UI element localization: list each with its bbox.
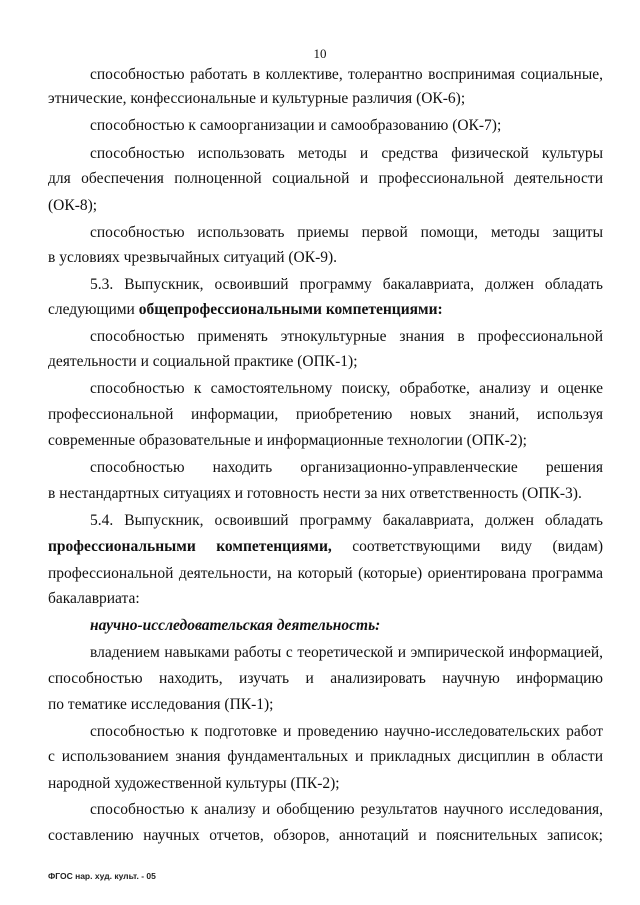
line-text: способностью находить, изучать и анализировать научную информацию — [48, 670, 603, 687]
line-text: 5.4. Выпускник, освоивший программу бакалавриата, должен обладать — [90, 512, 603, 529]
text-line — [48, 328, 603, 346]
text-line — [48, 775, 603, 793]
line-text: современные образовательные и информационные технологии (ОПК-2); — [48, 432, 527, 449]
text-line — [48, 538, 603, 556]
footer-code: ФГОС нар. худ. культ. - 05 — [48, 871, 156, 881]
line-text: составлению научных отчетов, обзоров, аннотаций и пояснительных записок; — [48, 827, 603, 844]
line-text: этнические, конфессиональные и культурные различия (ОК-6); — [48, 90, 466, 107]
line-text: с использованием знания фундаментальных и прикладных дисциплин в области — [48, 748, 603, 765]
line-text: способностью использовать методы и средства физической культуры — [90, 145, 603, 162]
line-text: способностью к анализу и обобщению результатов научного исследования, — [90, 801, 603, 818]
text-line — [48, 459, 603, 477]
text-line — [48, 249, 603, 267]
line-text: способностью работать в коллективе, толерантно воспринимая социальные, — [90, 66, 603, 83]
line-text: соответствующими виду (видам) — [331, 538, 603, 555]
line-text: деятельности и социальной практике (ОПК-1); — [48, 353, 358, 370]
text-line — [48, 590, 603, 608]
text-line — [48, 485, 603, 503]
line-text: в нестандартных ситуациях и готовность нести за них ответственность (ОПК-3). — [48, 485, 582, 502]
text-line — [48, 301, 603, 319]
text-line — [48, 276, 603, 294]
line-text: способностью находить организационно-управленческие решения — [90, 459, 603, 476]
text-line — [48, 170, 603, 188]
emphasized-text: профессиональными компетенциями, — [48, 538, 332, 555]
line-text: способностью к самостоятельному поиску, обработке, анализу и оценке — [90, 380, 603, 397]
line-text: (ОК-8); — [48, 197, 98, 214]
line-text: для обеспечения полноценной социальной и профессиональной деятельности — [48, 170, 603, 187]
text-line — [48, 696, 603, 714]
emphasized-text: общепрофессиональными компетенциями: — [138, 301, 443, 318]
page-number: 10 — [313, 46, 327, 61]
text-line — [48, 224, 603, 242]
text-line — [48, 801, 603, 819]
text-line — [48, 644, 603, 662]
line-text: в условиях чрезвычайных ситуаций (ОК-9). — [48, 249, 338, 266]
line-text: 5.3. Выпускник, освоивший программу бакалавриата, должен обладать — [90, 276, 603, 293]
line-text: способностью к самоорганизации и самообразованию (ОК-7); — [90, 117, 502, 134]
line-text: по тематике исследования (ПК-1); — [48, 696, 274, 713]
line-text: способностью к подготовке и проведению научно-исследовательских работ — [90, 723, 603, 740]
text-line — [48, 827, 603, 845]
line-text: профессиональной деятельности, на который (которые) ориентирована программа — [48, 565, 603, 582]
text-line — [48, 380, 603, 398]
text-line — [48, 66, 603, 84]
text-line — [48, 670, 603, 688]
text-line — [48, 748, 603, 766]
line-text: профессиональной информации, приобретению новых знаний, используя — [48, 406, 603, 423]
line-text: народной художественной культуры (ПК-2); — [48, 775, 340, 792]
text-line — [48, 617, 603, 635]
line-text: следующими — [48, 301, 139, 318]
line-text: способностью применять этнокультурные знания в профессиональной — [90, 328, 603, 345]
line-text: способностью использовать приемы первой помощи, методы защиты — [90, 224, 603, 241]
text-line — [48, 117, 603, 135]
emphasized-text: научно-исследовательская деятельность: — [90, 617, 381, 634]
text-line — [48, 197, 603, 215]
text-line — [48, 432, 603, 450]
text-line — [48, 723, 603, 741]
line-text: бакалавриата: — [48, 590, 140, 607]
line-text: владением навыками работы с теоретической и эмпирической информацией, — [90, 644, 603, 661]
text-line — [48, 90, 603, 108]
text-line — [48, 565, 603, 583]
text-line — [48, 512, 603, 530]
text-line — [48, 353, 603, 371]
text-line — [48, 406, 603, 424]
text-line — [48, 145, 603, 163]
